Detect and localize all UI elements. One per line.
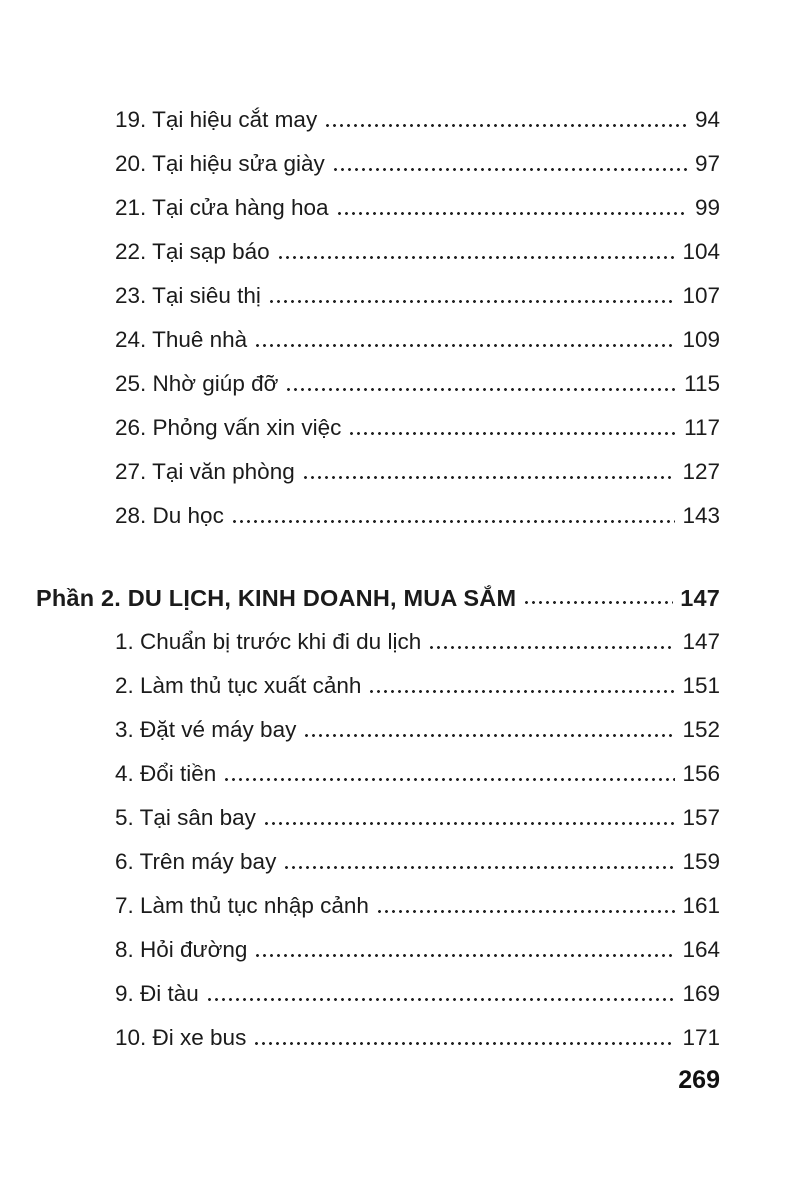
dot-leader xyxy=(336,211,688,216)
toc-entry-title: 7. Làm thủ tục nhập cảnh xyxy=(115,893,369,918)
part2-heading: Phần 2. DU LỊCH, KINH DOANH, MUA SẮM xyxy=(36,585,517,611)
toc-entry xyxy=(115,706,720,750)
toc-entry xyxy=(115,316,720,360)
toc-entry xyxy=(115,228,720,272)
toc-entry-title: 25. Nhờ giúp đỡ xyxy=(115,371,279,396)
toc-entry xyxy=(115,404,720,448)
dot-leader xyxy=(231,519,676,524)
toc-entry xyxy=(115,970,720,1014)
footer-page-number: 269 xyxy=(678,1066,720,1094)
dot-leader xyxy=(428,645,675,650)
toc-entry-page: 99 xyxy=(694,195,720,220)
part2-heading-page: 147 xyxy=(680,585,720,611)
toc-entry-title: 20. Tại hiệu sửa giày xyxy=(115,151,325,176)
toc-entry-title: 23. Tại siêu thị xyxy=(115,283,261,308)
dot-leader xyxy=(254,343,675,348)
toc-entry-title: 3. Đặt vé máy bay xyxy=(115,717,297,742)
dot-leader xyxy=(376,909,676,914)
dot-leader xyxy=(277,255,676,260)
dot-leader xyxy=(332,167,688,172)
toc-entry xyxy=(115,140,720,184)
toc-entry-title: 4. Đổi tiền xyxy=(115,761,217,786)
toc-entry-title: 19. Tại hiệu cắt may xyxy=(115,107,318,132)
toc-entry xyxy=(115,1014,720,1058)
table-of-contents xyxy=(36,96,720,1058)
toc-entry-title: 21. Tại cửa hàng hoa xyxy=(115,195,329,220)
toc-entry xyxy=(115,662,720,706)
toc-entry-title: 8. Hỏi đường xyxy=(115,937,248,962)
toc-entry xyxy=(115,618,720,662)
toc-entry xyxy=(115,926,720,970)
dot-leader xyxy=(253,1041,675,1046)
toc-entry-title: 5. Tại sân bay xyxy=(115,805,256,830)
dot-leader xyxy=(324,123,688,128)
toc-entry xyxy=(115,96,720,140)
dot-leader xyxy=(263,821,676,826)
toc-entry xyxy=(115,492,720,536)
part2-heading-row xyxy=(36,572,720,618)
toc-entry xyxy=(115,272,720,316)
toc-entry-page: 151 xyxy=(682,673,720,698)
toc-entry-title: 9. Đi tàu xyxy=(115,981,199,1006)
toc-entry xyxy=(115,360,720,404)
dot-leader xyxy=(283,865,675,870)
toc-entry-title: 10. Đi xe bus xyxy=(115,1025,247,1050)
dot-leader xyxy=(254,953,675,958)
toc-entry-page: 97 xyxy=(694,151,720,176)
toc-entry xyxy=(115,838,720,882)
dot-leader xyxy=(206,997,676,1002)
toc-entry-page: 156 xyxy=(682,761,720,786)
toc-entry-page: 117 xyxy=(684,415,720,440)
dot-leader xyxy=(523,600,673,605)
toc-entry-title: 28. Du học xyxy=(115,503,224,528)
toc-entry-page: 159 xyxy=(682,849,720,874)
toc-entry-page: 109 xyxy=(682,327,720,352)
toc-entry-page: 127 xyxy=(682,459,720,484)
dot-leader xyxy=(285,387,677,392)
toc-entry-page: 169 xyxy=(682,981,720,1006)
toc-entry-page: 152 xyxy=(682,717,720,742)
toc-entry-title: 22. Tại sạp báo xyxy=(115,239,270,264)
dot-leader xyxy=(223,777,675,782)
toc-entry-page: 143 xyxy=(682,503,720,528)
toc-entry xyxy=(115,882,720,926)
toc-entry xyxy=(115,184,720,228)
dot-leader xyxy=(268,299,676,304)
toc-entry-page: 107 xyxy=(682,283,720,308)
dot-leader xyxy=(302,475,676,480)
toc-entry-title: 26. Phỏng vấn xin việc xyxy=(115,415,342,440)
toc-entry-page: 94 xyxy=(694,107,720,132)
toc-entry-page: 171 xyxy=(682,1025,720,1050)
toc-entry-page: 157 xyxy=(682,805,720,830)
toc-entry-title: 24. Thuê nhà xyxy=(115,327,248,352)
dot-leader xyxy=(303,733,675,738)
toc-entry-page: 104 xyxy=(682,239,720,264)
toc-entry-title: 2. Làm thủ tục xuất cảnh xyxy=(115,673,362,698)
dot-leader xyxy=(368,689,675,694)
toc-entry xyxy=(115,750,720,794)
dot-leader xyxy=(348,431,677,436)
toc-entry xyxy=(115,448,720,492)
toc-entry-page: 115 xyxy=(684,371,720,396)
toc-entry-title: 27. Tại văn phòng xyxy=(115,459,295,484)
toc-entry xyxy=(115,794,720,838)
toc-entry-page: 147 xyxy=(682,629,720,654)
toc-entry-page: 164 xyxy=(682,937,720,962)
toc-entry-title: 6. Trên máy bay xyxy=(115,849,277,874)
toc-entry-title: 1. Chuẩn bị trước khi đi du lịch xyxy=(115,629,422,654)
toc-entry-page: 161 xyxy=(682,893,720,918)
